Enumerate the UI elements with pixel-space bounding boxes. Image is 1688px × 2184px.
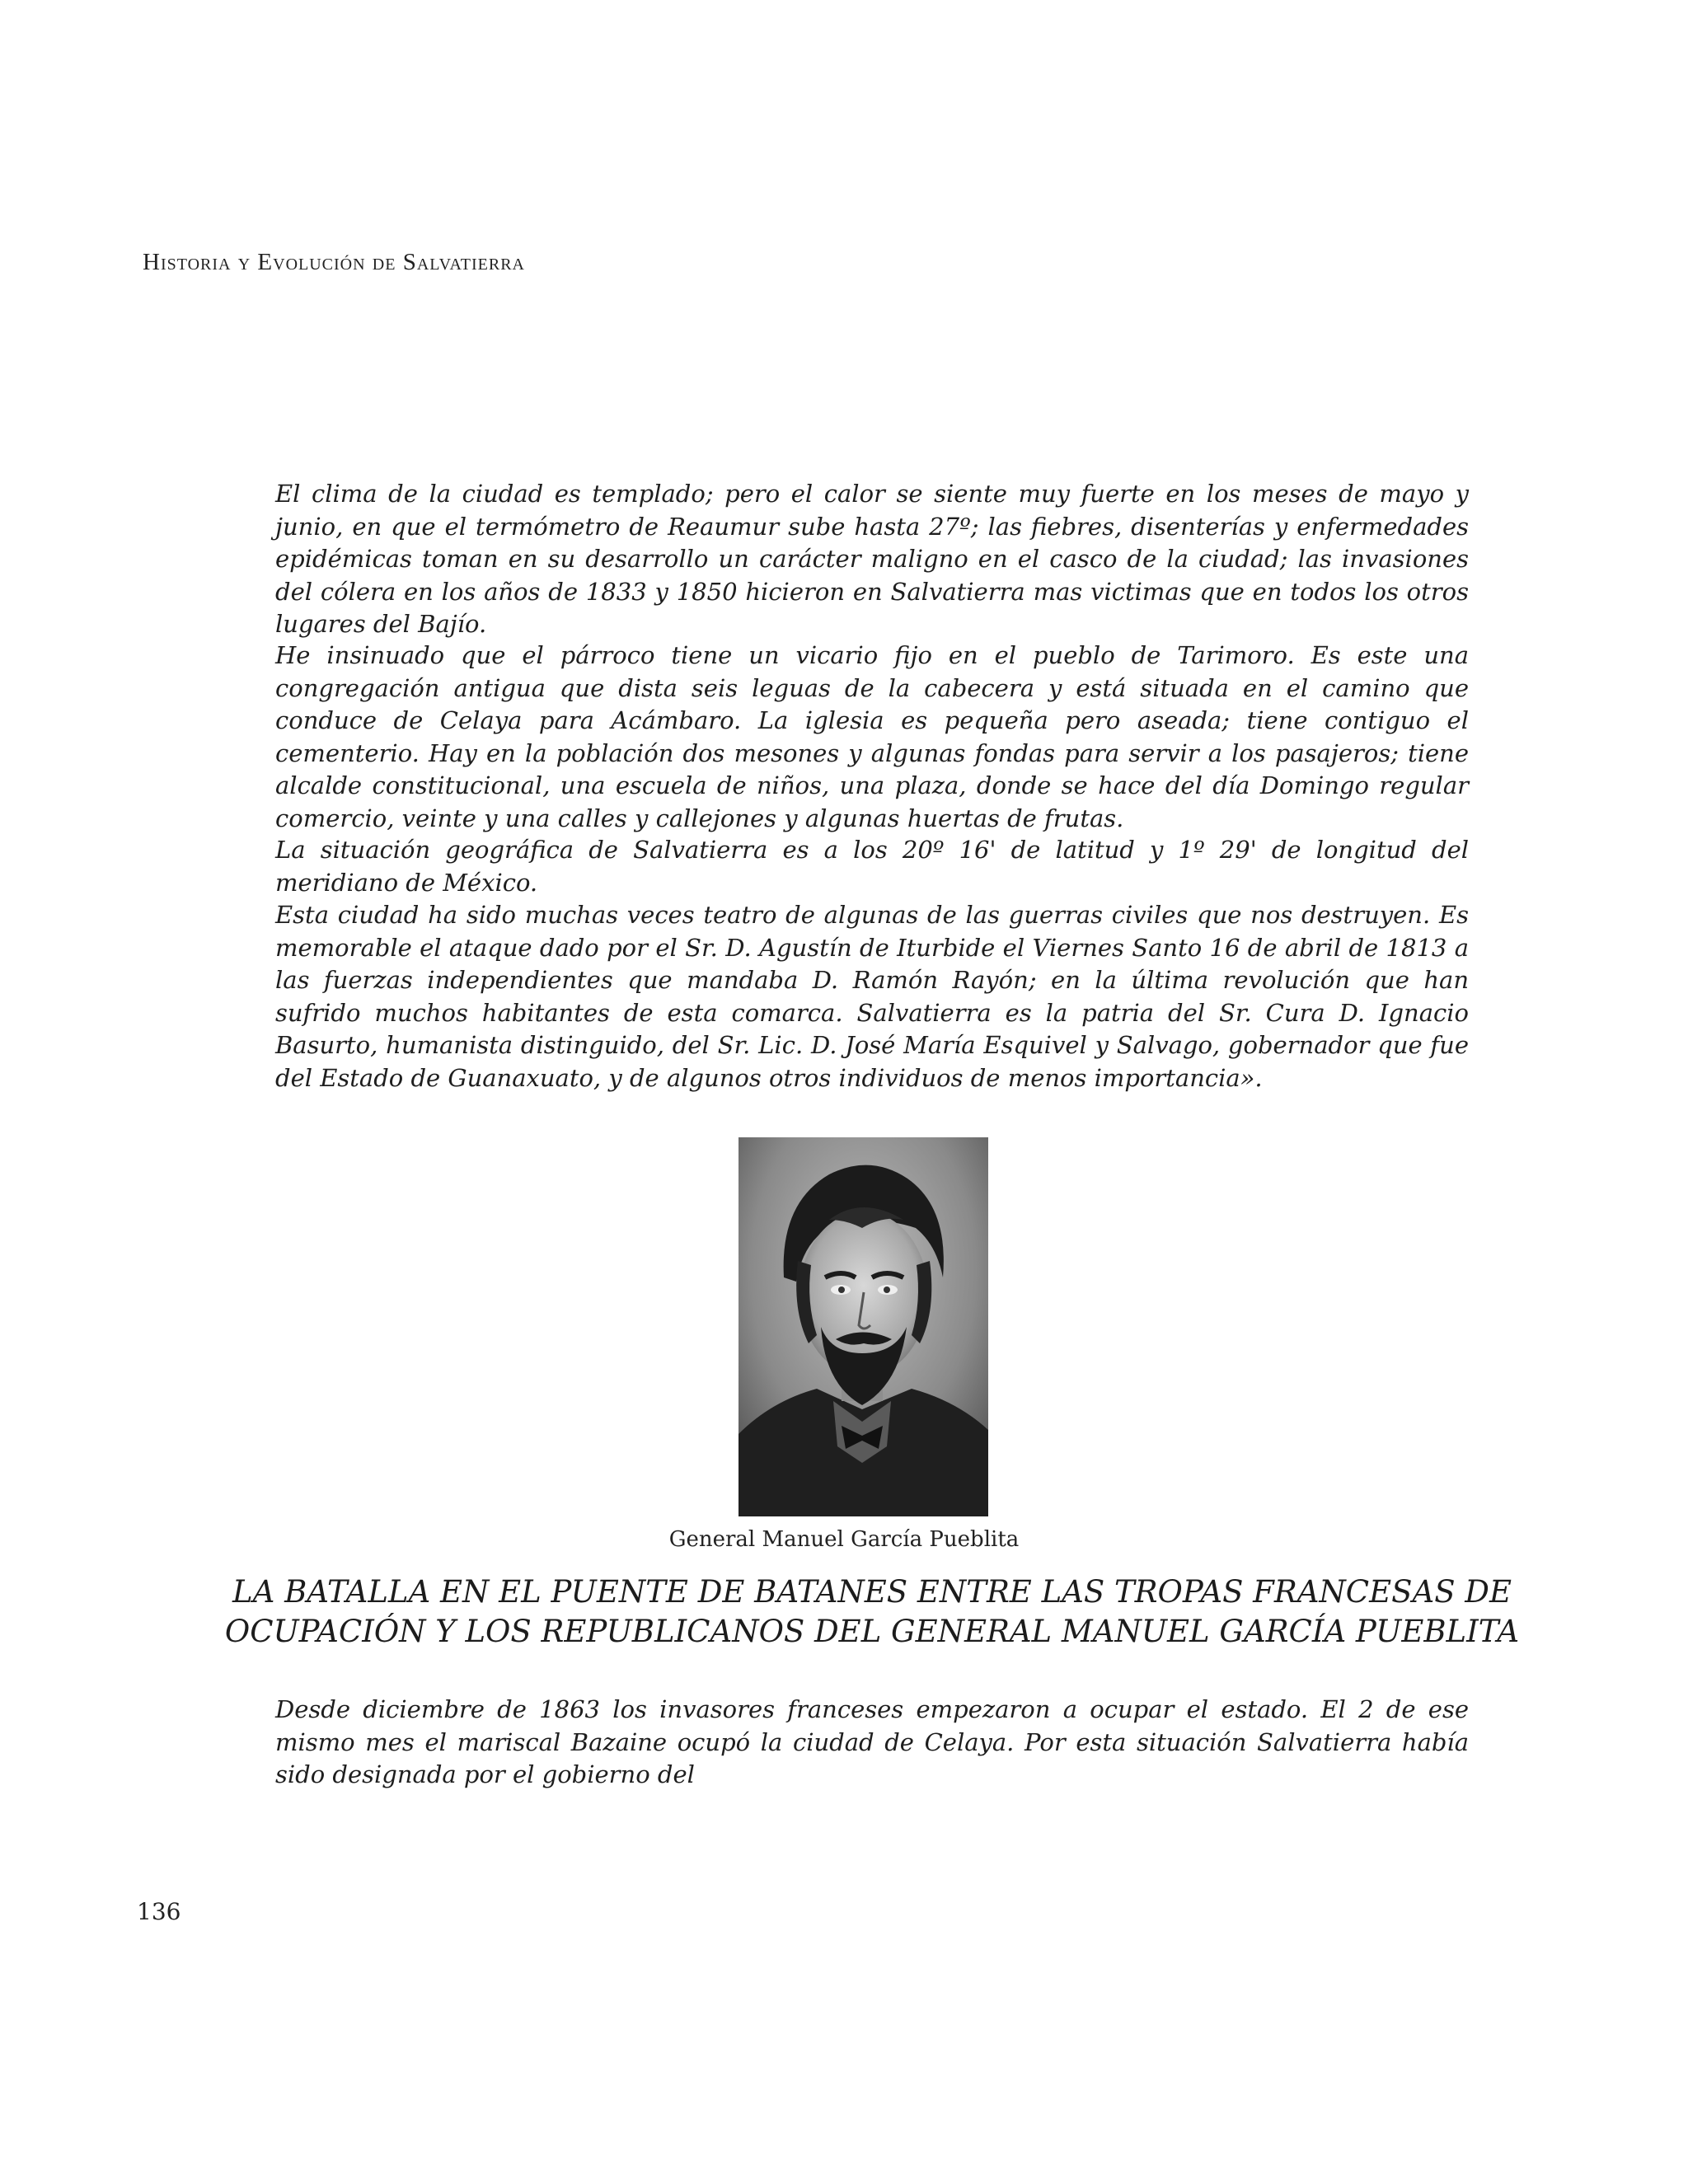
portrait-photo [738, 1137, 988, 1516]
paragraph-climate: El clima de la ciudad es templado; pero el calor se siente muy fuerte en los meses de mayo y junio, en que el termómetro de Reaumur sube hasta 27º; las fiebres, disenterías y enfermedades epidémicas toman en su desarrollo un carácter maligno en el casco de la ciudad; las invasiones del cólera en los años de 1833 y 1850 hicieron en Salvatierra mas victimas que en todos los otros lugares del Bajío. [275, 480, 1469, 638]
figure-caption: General Manuel García Pueblita [668, 1527, 1020, 1552]
paragraph-geography: La situación geográfica de Salvatierra es a los 20º 16' de latitud y 1º 29' de longitud del meridiano de México. [275, 836, 1469, 897]
section-heading [206, 1572, 1538, 1652]
paragraph-batanes: Desde diciembre de 1863 los invasores franceses empezaron a ocupar el estado. El 2 de ese mismo mes el mariscal Bazaine ocupó la ciudad de Celaya. Por esta situación Salvatierra había sido designada por el gobierno del [275, 1695, 1469, 1788]
paragraph-tarimoro: He insinuado que el párroco tiene un vicario fijo en el pueblo de Tarimoro. Es este una congregación antigua que dista seis leguas de la cabecera y está situada en el camino que conduce de Celaya para Acámbaro. La iglesia es pequeña pero aseada; tiene contiguo el cementerio. Hay en la población dos mesones y algunas fondas para servir a los pasajeros; tiene alcalde constitucional, una escuela de niños, una plaza, donde se hace del día Domingo regular comercio, veinte y una calles y callejones y algunas huertas de frutas. [275, 641, 1469, 832]
running-header: Historia y Evolución de Salvatierra [143, 249, 525, 275]
page-number: 136 [137, 1898, 181, 1925]
section-heading-line-2: OCUPACIÓN Y LOS REPUBLICANOS DEL GENERAL MANUEL GARCÍA PUEBLITA [224, 1614, 1520, 1649]
section-heading-line-1: LA BATALLA EN EL PUENTE DE BATANES ENTRE LAS TROPAS FRANCESAS DE [232, 1574, 1512, 1610]
paragraph-history: Esta ciudad ha sido muchas veces teatro de algunas de las guerras civiles que nos destruyen. Es memorable el ataque dado por el Sr. D. Agustín de Iturbide el Viernes Santo 16 de abril de 1813 a las fuerzas independientes que mandaba D. Ramón Rayón; en la última revolución que han sufrido muchos habitantes de esta comarca. Salvatierra es la patria del Sr. Cura D. Ignacio Basurto, humanista distinguido, del Sr. Lic. D. José María Esquivel y Salvago, gobernador que fue del Estado de Guanaxuato, y de algunos otros individuos de menos importancia». [275, 901, 1469, 1092]
